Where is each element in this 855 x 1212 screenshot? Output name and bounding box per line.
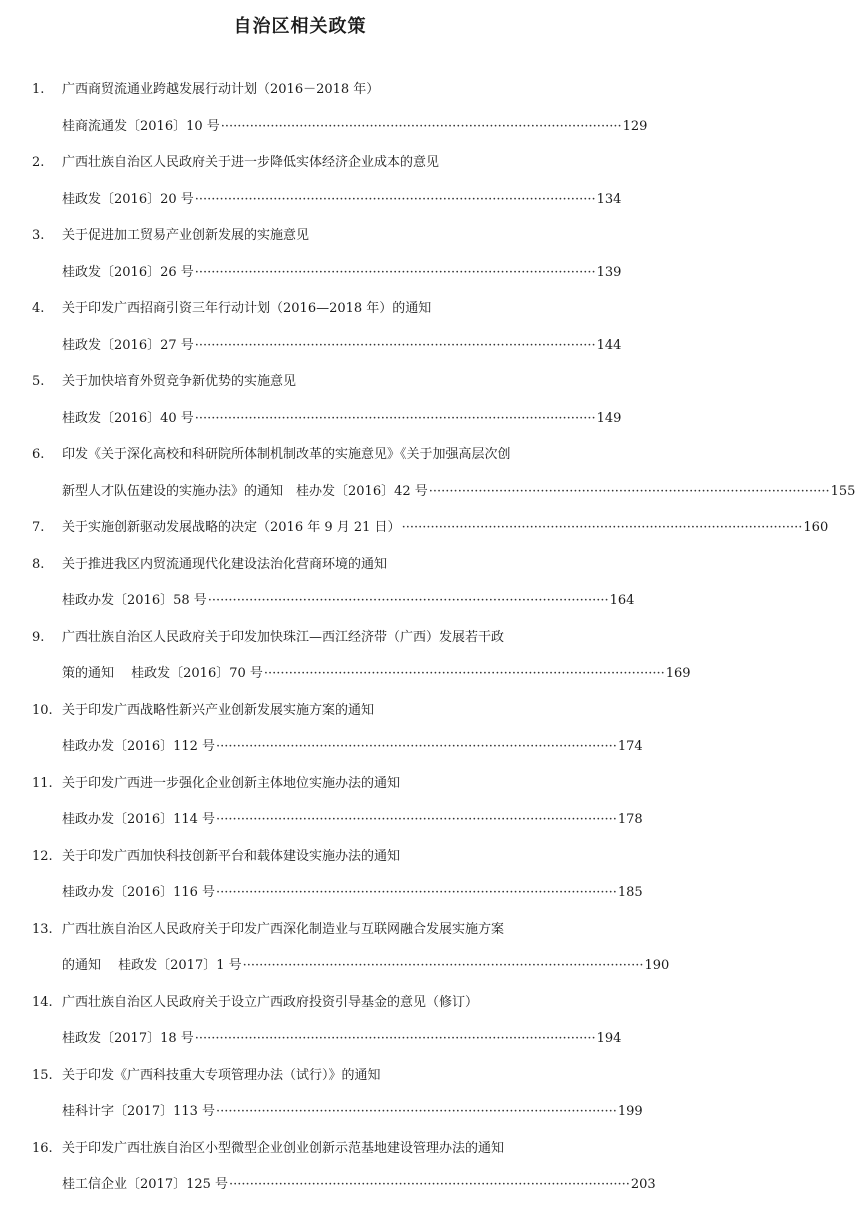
toc-line: [0, 985, 600, 1022]
entry-reference-line: [62, 802, 643, 839]
document-number: 桂工信企业〔2017〕125 号: [62, 1177, 229, 1192]
entry-number: 4.: [32, 301, 45, 316]
document-number: 桂科计字〔2017〕113 号: [62, 1104, 216, 1119]
entry-number: 2.: [32, 155, 45, 170]
toc-entry: [0, 1131, 656, 1204]
toc-line: [0, 72, 600, 109]
toc-line: [0, 729, 643, 766]
toc-line: [0, 948, 670, 985]
dot-leader: ·································································································: [216, 812, 617, 827]
document-number: 桂政办发〔2016〕116 号: [62, 885, 216, 900]
toc-line: [0, 1131, 600, 1168]
entry-number: 9.: [32, 629, 45, 645]
toc-line: [0, 182, 622, 219]
document-number: 桂政发〔2017〕18 号: [62, 1031, 194, 1046]
entry-reference-line: [62, 474, 855, 511]
page-number: 144: [596, 337, 622, 353]
entry-title: 广西商贸流通业跨越发展行动计划（2016－2018 年）: [62, 82, 380, 97]
page-number: 160: [803, 520, 829, 535]
entry-title: 关于印发广西加快科技创新平台和载体建设实施办法的通知: [62, 848, 401, 864]
document-number: 桂政办发〔2016〕58 号: [62, 593, 207, 608]
document-number: 桂政办发〔2016〕114 号: [62, 812, 216, 827]
toc-entry: [0, 1058, 643, 1131]
entry-reference-line: [62, 1021, 622, 1058]
entry-reference-line: [62, 875, 643, 912]
dot-leader: ·································································································: [194, 337, 596, 353]
entry-number: 3.: [32, 228, 45, 243]
toc-entry: [0, 912, 670, 985]
entry-title: 关于加快培育外贸竞争新优势的实施意见: [62, 374, 297, 389]
toc-entry: [0, 72, 648, 145]
page-number: 178: [617, 812, 643, 827]
page-number: 174: [617, 739, 643, 754]
entry-number: 7.: [32, 520, 45, 535]
dot-leader: ·································································································: [242, 958, 644, 973]
toc-line: [0, 291, 600, 328]
entry-title: 关于推进我区内贸流通现代化建设法治化营商环境的通知: [62, 556, 388, 572]
page-number: 164: [609, 593, 635, 608]
toc-line: [0, 875, 643, 912]
entry-title: 关于印发广西进一步强化企业创新主体地位实施办法的通知: [62, 775, 401, 791]
document-number: 桂政发〔2016〕27 号: [62, 337, 194, 353]
page-number: 134: [596, 191, 622, 207]
entry-reference-line: [62, 583, 635, 620]
entry-title: 印发《关于深化高校和科研院所体制机制改革的实施意见》《关于加强高层次创: [62, 447, 511, 462]
dot-leader: ·································································································: [428, 483, 830, 499]
toc-entry: [0, 291, 622, 364]
entry-reference-line: [62, 948, 670, 985]
toc-entry: [0, 985, 622, 1058]
entry-number: 10.: [32, 702, 53, 718]
dot-leader: ·································································································: [216, 885, 617, 900]
toc-entry: [0, 145, 622, 218]
toc-line: [0, 839, 600, 876]
entry-title: 广西壮族自治区人民政府关于印发广西深化制造业与互联网融合发展实施方案: [62, 921, 505, 937]
entry-reference-line: [62, 328, 622, 365]
toc-line: [0, 255, 622, 292]
toc-line: [0, 328, 622, 365]
entry-number: 16.: [32, 1140, 53, 1156]
entry-title: 关于印发广西壮族自治区小型微型企业创业创新示范基地建设管理办法的通知: [62, 1140, 505, 1156]
dot-leader: ·································································································: [194, 1031, 596, 1046]
dot-leader: ·································································································: [216, 1104, 617, 1119]
entry-title: 关于印发广西招商引资三年行动计划（2016—2018 年）的通知: [62, 301, 432, 316]
toc-entry: [0, 693, 643, 766]
entry-reference-line: [62, 182, 622, 219]
toc-line: [0, 437, 600, 474]
toc-entry: [0, 218, 622, 291]
dot-leader: ·································································································: [220, 118, 622, 134]
entry-number: 5.: [32, 374, 45, 389]
toc-line: [0, 1058, 600, 1095]
entry-number: 1.: [32, 82, 45, 97]
document-number: 的通知 桂政发〔2017〕1 号: [62, 958, 242, 973]
toc-line: [0, 802, 643, 839]
entry-reference-line: [62, 255, 622, 292]
entry-reference-line: [62, 109, 648, 146]
toc-line: [0, 109, 648, 146]
entry-reference-line: [62, 401, 622, 438]
page-number: 194: [596, 1031, 622, 1046]
dot-leader: ·································································································: [263, 666, 665, 681]
dot-leader: ·································································································: [216, 739, 617, 754]
toc-entry: [0, 547, 635, 620]
toc-line: [0, 364, 600, 401]
entry-title: 关于印发广西战略性新兴产业创新发展实施方案的通知: [62, 702, 375, 718]
toc-line: [0, 583, 635, 620]
entry-reference-line: [62, 1167, 656, 1204]
document-number: 桂政发〔2016〕40 号: [62, 410, 194, 426]
entry-title: 广西壮族自治区人民政府关于设立广西政府投资引导基金的意见（修订）: [62, 994, 479, 1010]
toc-line: [0, 145, 600, 182]
dot-leader: ·································································································: [194, 191, 596, 207]
page-number: 149: [596, 410, 622, 426]
page-number: 129: [622, 118, 648, 134]
page-number: 139: [596, 264, 622, 280]
page-number: 185: [617, 885, 643, 900]
entry-number: 8.: [32, 556, 45, 572]
toc-entry: [0, 510, 829, 547]
entry-title: 关于促进加工贸易产业创新发展的实施意见: [62, 228, 310, 243]
entry-number: 15.: [32, 1067, 53, 1083]
document-number: 桂政办发〔2016〕112 号: [62, 739, 216, 754]
entry-title: 关于印发《广西科技重大专项管理办法（试行）》的通知: [62, 1067, 381, 1083]
toc-list: [0, 72, 855, 1204]
document-number: 桂商流通发〔2016〕10 号: [62, 118, 220, 134]
entry-reference-line: [62, 656, 691, 693]
toc-line: [0, 912, 600, 949]
page-number: 169: [665, 666, 691, 681]
toc-line: [0, 1021, 622, 1058]
entry-number: 11.: [32, 775, 53, 791]
document-number: 新型人才队伍建设的实施办法》的通知 桂办发〔2016〕42 号: [62, 483, 428, 499]
document-number: 策的通知 桂政发〔2016〕70 号: [62, 666, 263, 681]
entry-number: 12.: [32, 848, 53, 864]
toc-line: [0, 766, 600, 803]
dot-leader: ·································································································: [194, 264, 596, 280]
toc-entry: [0, 437, 855, 510]
document-number: 关于实施创新驱动发展战略的决定（2016 年 9 月 21 日）: [62, 520, 401, 535]
toc-line: [0, 510, 829, 547]
entry-number: 13.: [32, 921, 53, 937]
entry-reference-line: [62, 729, 643, 766]
toc-entry: [0, 766, 643, 839]
toc-line: [0, 218, 600, 255]
page-number: 155: [830, 483, 855, 499]
toc-line: [0, 401, 622, 438]
toc-entry: [0, 839, 643, 912]
dot-leader: ·································································································: [207, 593, 609, 608]
toc-line: [0, 656, 691, 693]
dot-leader: ·································································································: [229, 1177, 630, 1192]
page-number: 199: [617, 1104, 643, 1119]
document-number: 桂政发〔2016〕20 号: [62, 191, 194, 207]
dot-leader: ·································································································: [194, 410, 596, 426]
toc-entry: [0, 620, 691, 693]
entry-reference-line: [62, 510, 829, 547]
toc-line: [0, 693, 600, 730]
entry-number: 14.: [32, 994, 53, 1010]
entry-title: 广西壮族自治区人民政府关于进一步降低实体经济企业成本的意见: [62, 155, 440, 170]
toc-line: [0, 1167, 656, 1204]
toc-line: [0, 547, 600, 584]
page-title: 自治区相关政策: [233, 16, 367, 37]
dot-leader: ·································································································: [401, 520, 803, 535]
document-number: 桂政发〔2016〕26 号: [62, 264, 194, 280]
page-number: 190: [644, 958, 670, 973]
toc-line: [0, 620, 600, 657]
entry-number: 6.: [32, 447, 45, 462]
entry-title: 广西壮族自治区人民政府关于印发加快珠江—西江经济带（广西）发展若干政: [62, 629, 505, 645]
toc-line: [0, 1094, 643, 1131]
page-number: 203: [630, 1177, 656, 1192]
entry-reference-line: [62, 1094, 643, 1131]
toc-line: [0, 474, 855, 511]
toc-entry: [0, 364, 622, 437]
